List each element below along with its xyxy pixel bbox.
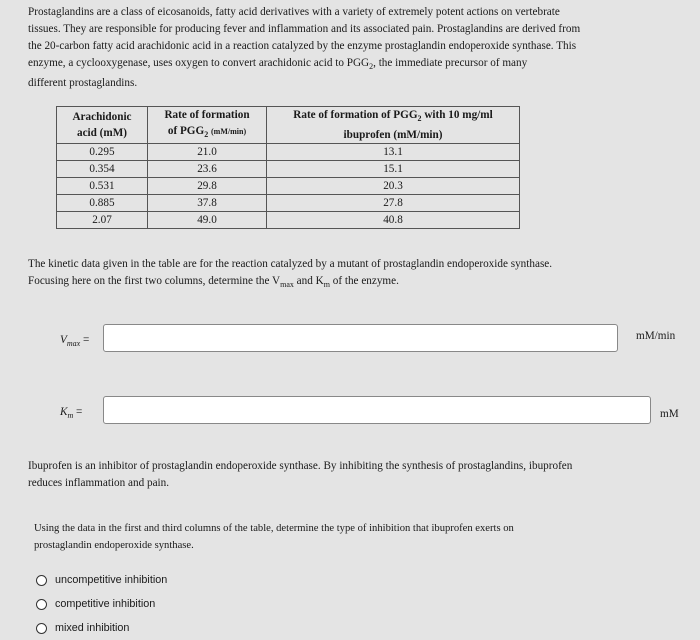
header-text xyxy=(271,107,515,127)
kinetic-text: of the enzyme. xyxy=(329,275,399,287)
km-label-sub: m xyxy=(67,411,74,421)
header-text-part: with 10 mg/ml xyxy=(421,109,493,121)
header-rate-ibuprofen xyxy=(267,107,520,144)
kinetic-paragraph xyxy=(28,256,688,293)
intro-subscript: 2 xyxy=(369,62,374,72)
cell-rate: 23.6 xyxy=(148,161,267,178)
header-arachidonic xyxy=(57,107,148,144)
header-text: acid (mM) xyxy=(76,127,128,140)
vmax-label-eq: = xyxy=(80,334,90,346)
inhibitor-line: reduces inflammation and pain. xyxy=(28,477,170,489)
vmax-label-sub: max xyxy=(66,339,81,349)
cell-acid: 0.531 xyxy=(57,178,148,195)
header-text: Arachidonic xyxy=(72,111,132,124)
intro-line: different prostaglandins. xyxy=(28,77,138,90)
header-subscript: 2 xyxy=(417,114,422,124)
option-mixed[interactable] xyxy=(36,616,167,640)
table-header-row xyxy=(57,107,520,144)
cell-acid: 0.295 xyxy=(57,144,148,161)
cell-rate-ibuprofen: 40.8 xyxy=(267,212,520,229)
radio-button[interactable] xyxy=(36,575,47,586)
intro-line: the 20-carbon fatty acid arachidonic acid in a reaction catalyzed by the enzyme prostaglandin endoperoxide synthase. This xyxy=(28,40,577,52)
header-text: Rate of formation xyxy=(164,109,250,121)
option-label: mixed inhibition xyxy=(55,622,130,634)
vmax-label-main: V xyxy=(60,334,67,346)
question-line: Using the data in the first and third columns of the table, determine the type of inhibition that ibuprofen exerts on xyxy=(34,523,514,534)
intro-text: enzyme, a cyclooxygenase, uses oxygen to convert arachidonic acid to PGG xyxy=(28,57,370,69)
header-rate xyxy=(148,107,267,144)
header-unit: (mM/min) xyxy=(211,127,247,136)
cell-rate-ibuprofen: 27.8 xyxy=(267,195,520,212)
inhibitor-paragraph xyxy=(28,458,688,492)
option-uncompetitive[interactable] xyxy=(36,568,167,592)
kinetics-table xyxy=(56,106,520,229)
cell-rate: 29.8 xyxy=(148,178,267,195)
table-row xyxy=(57,161,520,178)
cell-acid: 0.885 xyxy=(57,195,148,212)
kinetic-line: The kinetic data given in the table are for the reaction catalyzed by a mutant of prostaglandin endoperoxide synthase. xyxy=(28,258,553,270)
intro-line: tissues. They are responsible for producing fever and inflammation and its associated pain. Prostaglandins are derived from xyxy=(28,23,581,35)
kinetic-subscript: max xyxy=(280,280,294,290)
vmax-label xyxy=(60,334,89,348)
option-label: uncompetitive inhibition xyxy=(55,574,168,586)
cell-rate-ibuprofen: 20.3 xyxy=(267,178,520,195)
question-line: prostaglandin endoperoxide synthase. xyxy=(34,540,194,551)
radio-button[interactable] xyxy=(36,599,47,610)
cell-rate-ibuprofen: 13.1 xyxy=(267,144,520,161)
intro-text: , the immediate precursor of many xyxy=(373,57,528,69)
cell-rate-ibuprofen: 15.1 xyxy=(267,161,520,178)
vmax-row xyxy=(0,324,700,356)
header-text xyxy=(152,123,262,143)
cell-rate: 21.0 xyxy=(148,144,267,161)
intro-line xyxy=(28,55,688,75)
table-row xyxy=(57,195,520,212)
cell-rate: 49.0 xyxy=(148,212,267,229)
option-label: competitive inhibition xyxy=(55,598,156,610)
radio-button[interactable] xyxy=(36,623,47,634)
cell-acid: 2.07 xyxy=(57,212,148,229)
header-text-part: Rate of formation of PGG xyxy=(293,109,418,121)
cell-acid: 0.354 xyxy=(57,161,148,178)
question-paragraph xyxy=(34,520,694,554)
kinetic-line xyxy=(28,273,688,293)
km-unit: mM xyxy=(660,408,679,420)
km-label xyxy=(60,406,82,420)
cell-rate: 37.8 xyxy=(148,195,267,212)
intro-line: Prostaglandins are a class of eicosanoids, fatty acid derivatives with a variety of extremely potent actions on vertebrate xyxy=(28,6,560,18)
table-row xyxy=(57,178,520,195)
option-competitive[interactable] xyxy=(36,592,167,616)
kinetic-text: and K xyxy=(293,275,324,287)
vmax-input[interactable] xyxy=(103,324,618,352)
vmax-unit: mM/min xyxy=(636,330,676,342)
km-input[interactable] xyxy=(103,396,651,424)
km-row xyxy=(0,396,700,428)
header-subscript: 2 xyxy=(204,130,209,140)
kinetic-subscript: m xyxy=(323,280,330,290)
header-text: ibuprofen (mM/min) xyxy=(343,129,443,142)
km-label-main: K xyxy=(60,406,68,418)
kinetic-text: Focusing here on the first two columns, determine the V xyxy=(28,275,281,287)
header-text-part: of PGG xyxy=(167,125,205,137)
km-label-eq: = xyxy=(73,406,83,418)
inhibitor-line: Ibuprofen is an inhibitor of prostaglandin endoperoxide synthase. By inhibiting the synthesis of prostaglandins, ibuprofen xyxy=(28,460,573,472)
table-row xyxy=(57,212,520,229)
kinetics-table-wrap xyxy=(56,106,520,229)
table-row xyxy=(57,144,520,161)
intro-paragraph xyxy=(28,4,688,92)
inhibition-options xyxy=(36,568,167,640)
